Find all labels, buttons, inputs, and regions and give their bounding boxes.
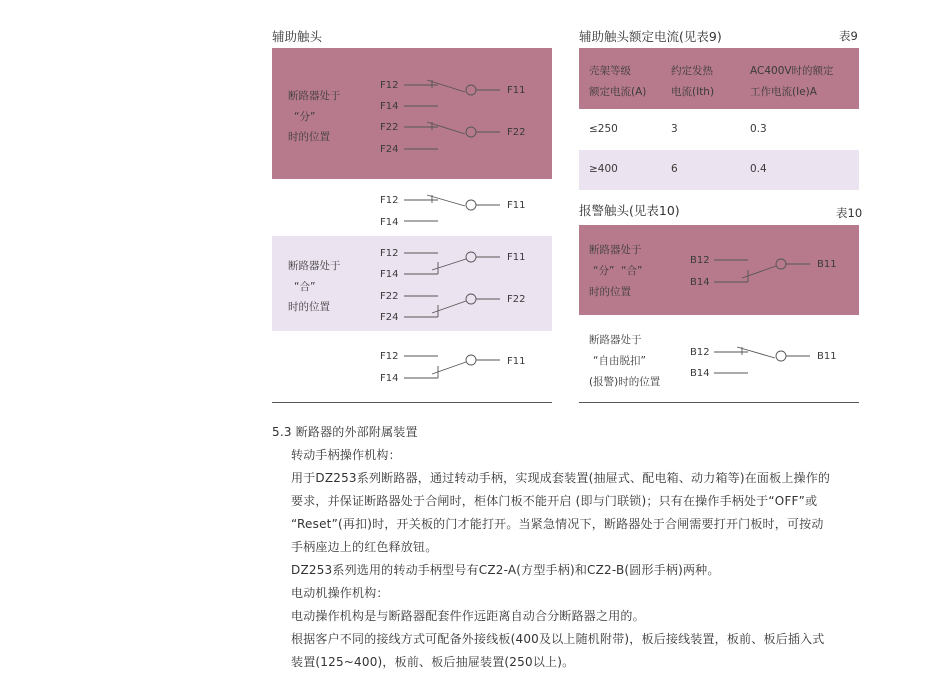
body-line: 手柄座边上的红色释放钮。: [291, 540, 438, 554]
table-cell: 0.3: [750, 123, 767, 135]
state-label-line3: 时的位置: [288, 301, 330, 313]
alarm-contact-diagram-nc: [684, 339, 859, 384]
terminal-label: F14: [380, 373, 399, 384]
table-cell: 6: [671, 163, 678, 175]
table-row: [579, 150, 859, 190]
terminal-label: F24: [380, 312, 399, 323]
table-cell: ≤250: [589, 123, 618, 135]
state-label-line1: 断路器处于: [288, 260, 341, 272]
terminal-label: F24: [380, 144, 399, 155]
table-row: [579, 109, 859, 150]
terminal-label: B14: [690, 368, 710, 379]
alarm-contact-diagram-no: [684, 247, 859, 292]
left-divider: [272, 402, 552, 403]
body-line: 转动手柄操作机构：: [291, 448, 401, 462]
terminal-label: B12: [690, 255, 710, 266]
alarm-contact-title: 报警触头(见表10): [579, 203, 680, 218]
terminal-label: F14: [380, 217, 399, 228]
terminal-label: B12: [690, 347, 710, 358]
body-line: 用于DZ253系列断路器，通过转动手柄，实现成套装置(抽屉式、配电箱、动力箱等)在面板上操作的: [291, 471, 831, 485]
terminal-label: B11: [817, 259, 837, 270]
header-cell: AC400V时的额定: [750, 65, 834, 77]
header-cell: 壳架等级: [589, 65, 631, 77]
section-heading: 5.3 断路器的外部附属装置: [272, 425, 418, 439]
header-cell: 额定电流(A): [589, 86, 647, 98]
terminal-label: F22: [380, 291, 399, 302]
right-divider: [579, 402, 859, 403]
body-line: “Reset”(再扣)时，开关板的门才能打开。当紧急情况下，断路器处于合闸需要打开门板时，可按动: [291, 517, 824, 531]
state-label-line3: 时的位置: [288, 131, 330, 143]
terminal-label: F12: [380, 80, 399, 91]
state-label-line1: 断路器处于: [589, 244, 642, 256]
body-line: 根据客户不同的接线方式可配备外接线板(400及以上随机附带)，板后接线装置，板前、板后插入式: [291, 632, 825, 646]
state-label-line2: “分” “合”: [593, 265, 643, 277]
header-cell: 电流(Ith): [671, 86, 715, 98]
aux-contact-title: 辅助触头: [272, 29, 323, 44]
terminal-label: F11: [507, 85, 526, 96]
terminal-label: F12: [380, 195, 399, 206]
body-line: 装置(125~400)，板前、板后抽屉装置(250以上)。: [291, 655, 575, 669]
table-cell: ≥400: [589, 163, 618, 175]
state-label-line3: 时的位置: [589, 286, 631, 298]
body-line: DZ253系列选用的转动手柄型号有CZ2-A(方型手柄)和CZ2-B(圆形手柄)两种。: [291, 563, 720, 577]
terminal-label: F22: [380, 122, 399, 133]
alarm-trip-state-panel: [579, 325, 859, 390]
body-line: 要求，并保证断路器处于合闸时，柜体门板不能开启 (即与门联锁)；只有在操作手柄处于“OFF”或: [291, 494, 818, 508]
terminal-label: B14: [690, 277, 710, 288]
rating-table-header: [579, 48, 859, 109]
aux-closed-state-panel: [272, 236, 552, 331]
state-label-line2: “自由脱扣”: [593, 355, 646, 367]
state-label-line3: (报警)时的位置: [589, 376, 661, 388]
terminal-label: F22: [507, 127, 526, 138]
terminal-label: F12: [380, 248, 399, 259]
contact-diagram-nc: [372, 68, 552, 163]
terminal-label: F11: [507, 252, 526, 263]
terminal-label: F14: [380, 101, 399, 112]
terminal-label: F22: [507, 294, 526, 305]
table-ref-9: 表9: [839, 29, 858, 43]
terminal-label: F11: [507, 200, 526, 211]
table-ref-10: 表10: [836, 206, 863, 220]
contact-diagram-no: [372, 240, 552, 330]
contact-diagram-no-single: [372, 344, 552, 389]
alarm-normal-state-panel: [579, 225, 859, 315]
terminal-label: F12: [380, 351, 399, 362]
body-line: 电动机操作机构：: [291, 586, 389, 600]
state-label-line1: 断路器处于: [288, 90, 341, 102]
header-cell: 工作电流(Ie)A: [750, 86, 817, 98]
header-cell: 约定发热: [671, 65, 713, 77]
table-cell: 3: [671, 123, 678, 135]
contact-diagram-nc-single: [372, 188, 552, 233]
terminal-label: F14: [380, 269, 399, 280]
aux-open-state-panel: [272, 48, 552, 179]
state-label-line1: 断路器处于: [589, 334, 642, 346]
table-cell: 0.4: [750, 163, 767, 175]
terminal-label: F11: [507, 356, 526, 367]
body-line: 电动操作机构是与断路器配套件作远距离自动合分断路器之用的。: [291, 609, 645, 623]
state-label-line2: “合”: [294, 281, 316, 293]
state-label-line2: “分”: [294, 111, 316, 123]
terminal-label: B11: [817, 351, 837, 362]
rating-table-title: 辅助触头额定电流(见表9): [579, 29, 722, 44]
